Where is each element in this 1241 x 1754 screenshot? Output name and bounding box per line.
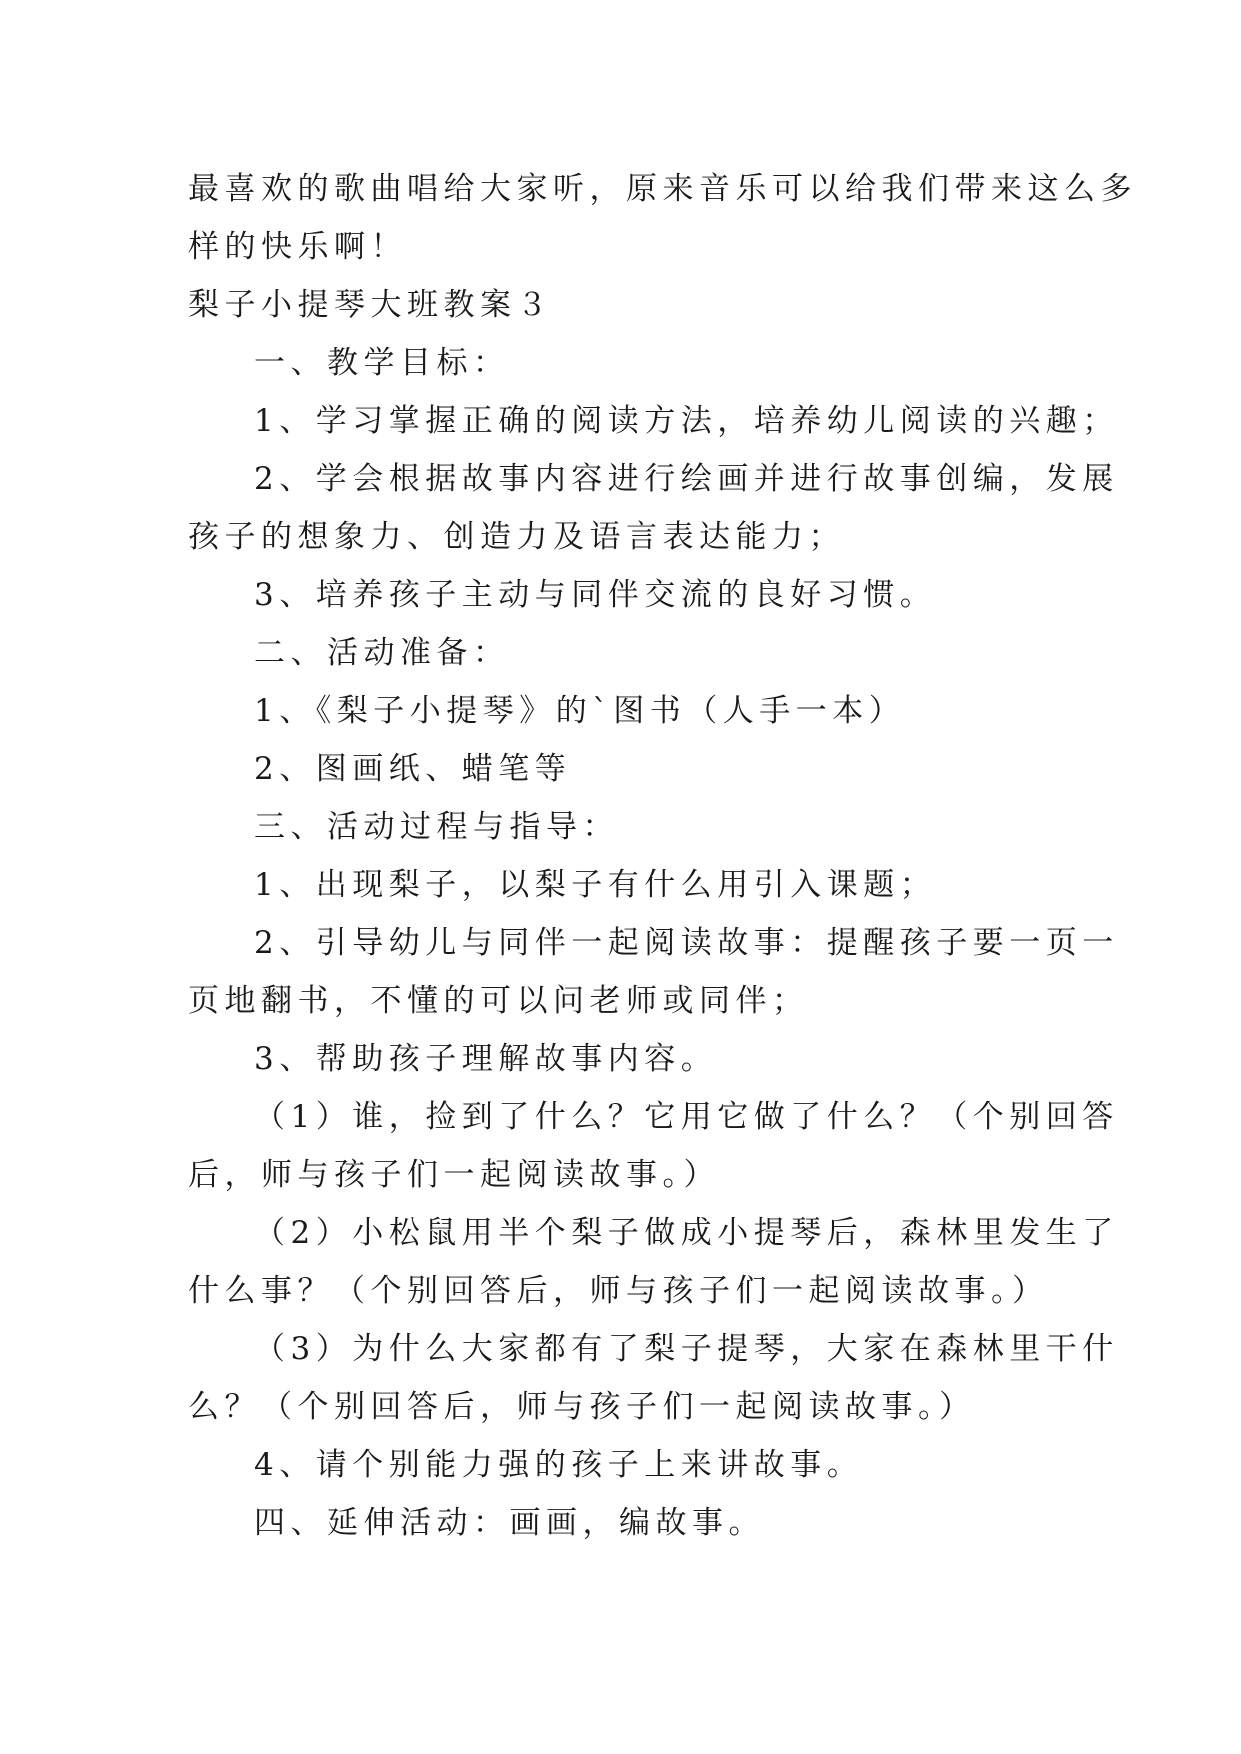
heading-extension-activity: 四、延伸活动：画画，编故事。 (254, 1505, 765, 1541)
document-page (188, 160, 1137, 1552)
text-line: 后，师与孩子们一起阅读故事。） (188, 1157, 720, 1193)
text-line: 2、引导幼儿与同伴一起阅读故事：提醒孩子要一页一 (254, 925, 1119, 961)
text-line: （3）为什么大家都有了梨子提琴，大家在森林里干什 (254, 1331, 1119, 1367)
heading-activity-preparation: 二、活动准备： (254, 635, 510, 671)
text-line: 3、帮助孩子理解故事内容。 (254, 1041, 718, 1077)
section-title: 梨子小提琴大班教案３ (188, 287, 553, 323)
text-line: 样的快乐啊！ (188, 229, 407, 265)
heading-teaching-goals: 一、教学目标： (254, 345, 510, 381)
text-line: 页地翻书，不懂的可以问老师或同伴； (188, 983, 809, 1019)
text-line: 1、《梨子小提琴》的`图书（人手一本） (254, 693, 906, 729)
text-line: 1、出现梨子，以梨子有什么用引入课题； (254, 867, 937, 903)
text-line: （2）小松鼠用半个梨子做成小提琴后，森林里发生了 (254, 1215, 1119, 1251)
text-line: 2、学会根据故事内容进行绘画并进行故事创编，发展 (254, 461, 1119, 497)
heading-activity-process: 三、活动过程与指导： (254, 809, 619, 845)
text-line: （1）谁，捡到了什么？它用它做了什么？（个别回答 (254, 1099, 1119, 1135)
text-line: 4、请个别能力强的孩子上来讲故事。 (254, 1447, 864, 1483)
text-line: 2、图画纸、蜡笔等 (254, 751, 572, 787)
text-line: 么？（个别回答后，师与孩子们一起阅读故事。） (188, 1389, 976, 1425)
text-line: 1、学习掌握正确的阅读方法，培养幼儿阅读的兴趣； (254, 403, 1119, 439)
text-line: 孩子的想象力、创造力及语言表达能力； (188, 519, 845, 555)
text-line: 最喜欢的歌曲唱给大家听，原来音乐可以给我们带来这么多 (188, 171, 1137, 207)
text-line: 3、培养孩子主动与同伴交流的良好习惯。 (254, 577, 937, 613)
text-line: 什么事？（个别回答后，师与孩子们一起阅读故事。） (188, 1273, 1049, 1309)
